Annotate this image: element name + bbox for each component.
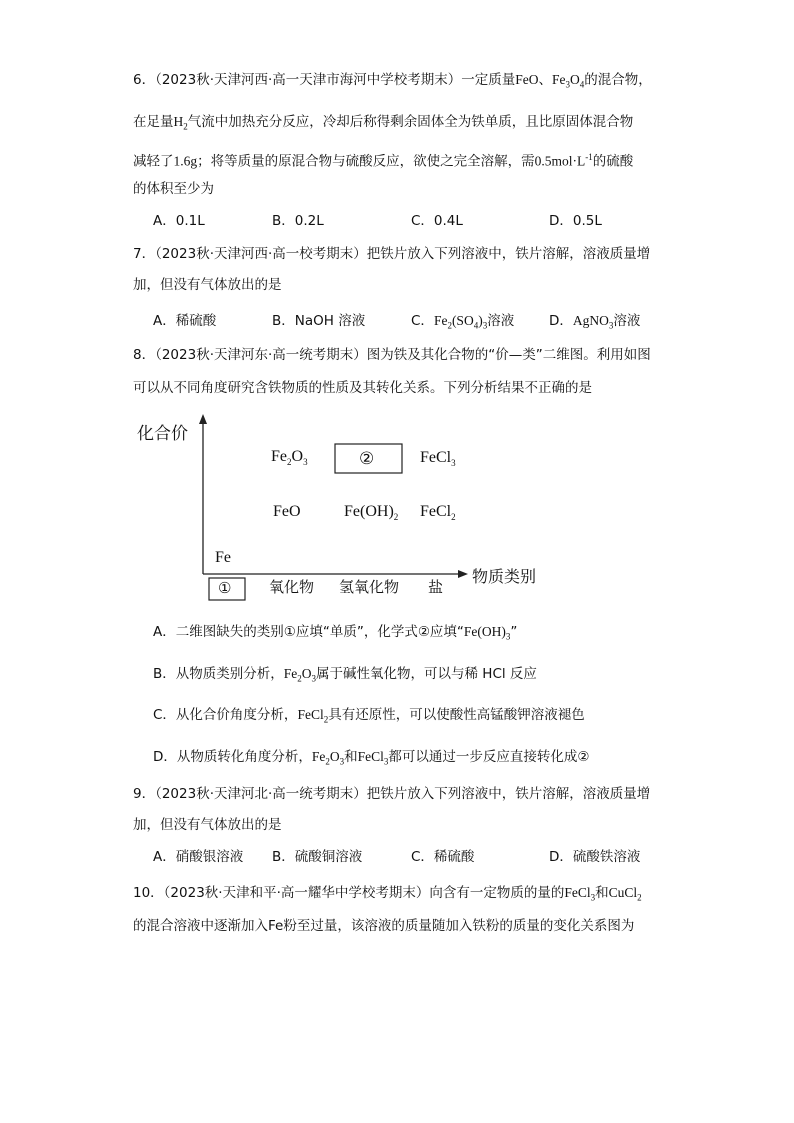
q6-source: （2023秋·天津河西·高一天津市海河中学校考期末）一定质量 bbox=[155, 72, 516, 88]
q6-option-c: C．0.4L bbox=[411, 213, 463, 229]
label-feoh2: $Fe(OH)_2$ bbox=[344, 503, 399, 523]
q9-option-c: C．稀硫酸 bbox=[411, 849, 475, 865]
formula-fecl3-q10: FeCl$_3$ bbox=[564, 885, 596, 903]
box-1-label: ① bbox=[218, 581, 232, 597]
formula-feo: FeO bbox=[515, 72, 539, 87]
label-fecl2: FeCl$_2$ bbox=[420, 503, 456, 523]
valence-category-diagram bbox=[130, 410, 550, 610]
q9-option-a: A．硝酸银溶液 bbox=[153, 849, 244, 865]
q10-line-2: 的混合溶液中逐渐加入Fe粉至过量，该溶液的质量随加入铁粉的质量的变化关系图为 bbox=[133, 918, 635, 934]
q8-option-c: C．从化合价角度分析，FeCl$_2$具有还原性，可以使酸性高锰酸钾溶液褪色 bbox=[153, 707, 585, 725]
q6-line-4: 的体积至少为 bbox=[133, 181, 214, 197]
box-2-label: ② bbox=[359, 449, 375, 468]
q7-option-c: C．$Fe_2(SO_4)_3$溶液 bbox=[411, 313, 515, 331]
q8-line-2: 可以从不同角度研究含铁物质的性质及其转化关系。下列分析结果不正确的是 bbox=[133, 380, 592, 396]
q6-option-b: B．0.2L bbox=[272, 213, 324, 229]
formula-fe2so43: $Fe_2(SO_4)_3$ bbox=[433, 313, 488, 331]
formula-agno3: AgNO$_3$ bbox=[572, 313, 614, 331]
formula-fe2o3-d: $Fe_2O_3$ bbox=[311, 749, 345, 767]
formula-h2: $H_2$ bbox=[173, 114, 188, 132]
label-feo: FeO bbox=[273, 503, 301, 520]
q7-option-d: D．AgNO$_3$溶液 bbox=[549, 313, 641, 331]
q6-option-d: D．0.5L bbox=[549, 213, 602, 229]
q10-line-1: 10．（2023秋·天津和平·高一耀华中学校考期末）向含有一定物质的量的FeCl$_3$和CuCl$_2$ bbox=[133, 885, 642, 903]
q6-line-3: 减轻了1.6g；将等质量的原混合物与硫酸反应，欲使之完全溶解，需$0.5mol\cdot L^{-1}$的硫酸 bbox=[133, 152, 634, 170]
formula-fe3o4: $Fe_3O_4$ bbox=[552, 72, 585, 90]
y-axis-arrow bbox=[199, 414, 207, 424]
q9-option-b: B．硫酸铜溶液 bbox=[272, 849, 363, 865]
q8-option-d: D．从物质转化角度分析，$Fe_2O_3$和FeCl$_3$都可以通过一步反应直接转化成② bbox=[153, 749, 590, 767]
q7-option-b: B．NaOH 溶液 bbox=[272, 313, 366, 329]
q9-option-d: D．硫酸铁溶液 bbox=[549, 849, 641, 865]
q6-number: 6． bbox=[133, 72, 156, 88]
y-axis-label: 化合价 bbox=[137, 424, 188, 444]
q8-line-1: 8．（2023秋·天津河东·高一统考期末）图为铁及其化合物的“价—类”二维图。利用如图 bbox=[133, 347, 651, 363]
category-salt: 盐 bbox=[428, 578, 444, 596]
x-axis-arrow bbox=[458, 570, 468, 578]
q9-line-1: 9．（2023秋·天津河北·高一统考期末）把铁片放入下列溶液中，铁片溶解，溶液质量增 bbox=[133, 786, 651, 802]
q8-option-b: B．从物质类别分析，$Fe_2O_3$属于碱性氧化物，可以与稀 HCl 反应 bbox=[153, 666, 537, 684]
label-fe: Fe bbox=[215, 549, 231, 566]
formula-cucl2: CuCl$_2$ bbox=[608, 885, 642, 903]
category-oxide: 氧化物 bbox=[269, 578, 315, 596]
q7-line-1: 7．（2023秋·天津河西·高一校考期末）把铁片放入下列溶液中，铁片溶解，溶液质量增 bbox=[133, 246, 651, 262]
q9-line-2: 加，但没有气体放出的是 bbox=[133, 817, 282, 833]
label-fe2o3: $Fe_2O_3$ bbox=[271, 448, 308, 468]
formula-fe2o3: $Fe_2O_3$ bbox=[283, 666, 317, 684]
formula-fecl2: FeCl$_2$ bbox=[297, 707, 329, 725]
q7-option-a: A．稀硫酸 bbox=[153, 313, 217, 329]
q8-option-a: A．二维图缺失的类别①应填“单质”，化学式②应填“$Fe(OH)_3$” bbox=[153, 624, 518, 642]
x-axis-label: 物质类别 bbox=[472, 567, 537, 586]
formula-fecl3-d: FeCl$_3$ bbox=[357, 749, 389, 767]
category-hydroxide: 氢氧化物 bbox=[339, 578, 400, 596]
q6-line-2: 在足量$H_2$气流中加热充分反应，冷却后称得剩余固体全为铁单质，且比原固体混合物 bbox=[133, 114, 634, 132]
q7-line-2: 加，但没有气体放出的是 bbox=[133, 277, 282, 293]
formula-feoh3: $Fe(OH)_3$ bbox=[463, 624, 511, 642]
q6-option-a: A．0.1L bbox=[153, 213, 205, 229]
label-fecl3: FeCl$_3$ bbox=[420, 449, 456, 469]
q6-line-1: 6．（2023秋·天津河西·高一天津市海河中学校考期末）一定质量FeO、$Fe_3O_4$的混合物， bbox=[133, 72, 652, 90]
